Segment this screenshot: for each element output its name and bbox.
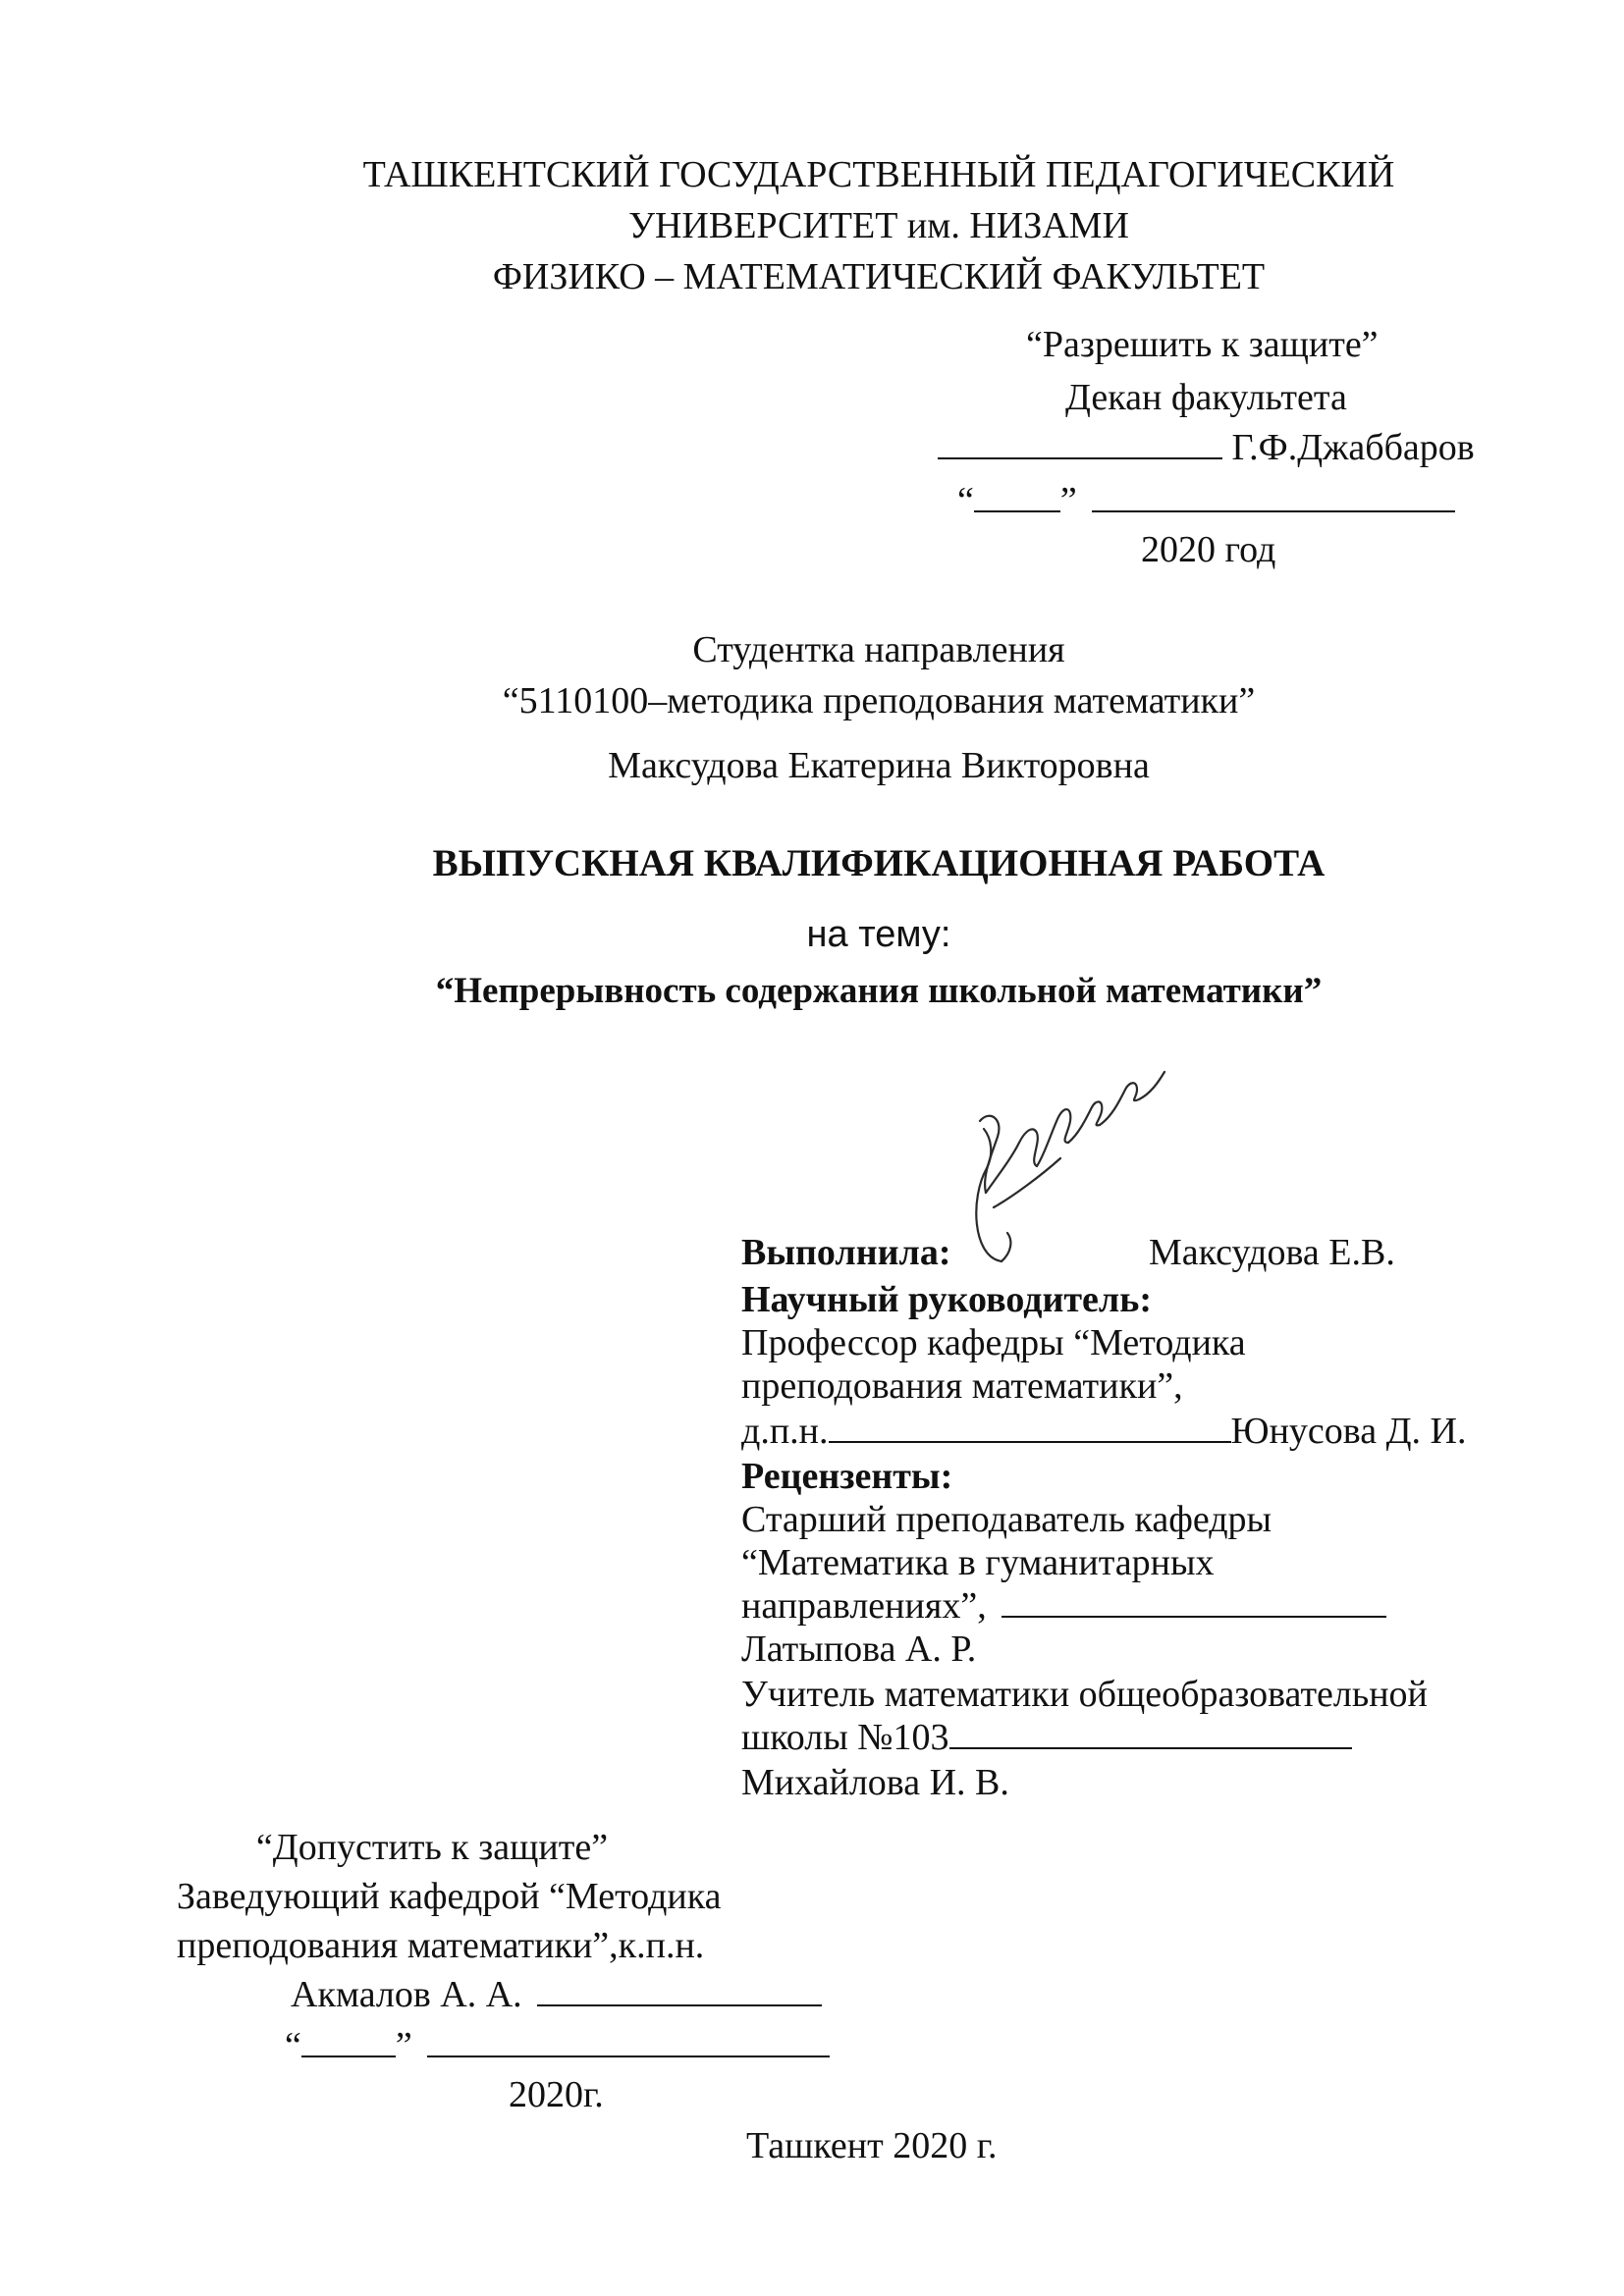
dean-signature-blank [938, 428, 1222, 459]
admission-date-line [285, 2020, 830, 2071]
student-direction-label: Студентка направления [692, 629, 1065, 670]
reviewers-label: Рецензенты: [741, 1456, 953, 1497]
university-name-line2: УНИВЕРСИТЕТ им. НИЗАМИ [628, 205, 1129, 246]
advisor-signature-blank [829, 1412, 1231, 1443]
approval-date-line [957, 475, 1455, 526]
advisor-label: Научный руководитель: [741, 1279, 1152, 1320]
admission-date-open-quote: “ [285, 2025, 301, 2066]
performed-name: Максудова Е.В. [1149, 1232, 1395, 1273]
admission-heading: “Допустить к защите” [255, 1827, 609, 1868]
work-title: ВЫПУСКНАЯ КВАЛИФИКАЦИОННАЯ РАБОТА [432, 842, 1326, 884]
performed-label: Выполнила: [741, 1232, 951, 1273]
reviewer2-signature-line [741, 1712, 1352, 1763]
reviewer2-name: Михайлова И. В. [741, 1762, 1009, 1803]
date-open-quote: “ [957, 480, 974, 521]
advisor-signature-line [741, 1406, 1466, 1457]
reviewer1-position-line2: “Математика в гуманитарных [741, 1542, 1215, 1583]
reviewer1-name: Латыпова А. Р. [741, 1629, 977, 1670]
dean-name: Г.Ф.Джаббаров [1231, 427, 1475, 468]
student-signature [943, 1060, 1168, 1276]
admission-day-blank [301, 2026, 396, 2057]
reviewer2-position-line2: школы №103 [741, 1717, 949, 1758]
university-name-line1: ТАШКЕНТСКИЙ ГОСУДАРСТВЕННЫЙ ПЕДАГОГИЧЕСКИЙ [362, 154, 1395, 195]
admission-year: 2020г. [509, 2074, 604, 2115]
student-name: Максудова Екатерина Викторовна [608, 745, 1150, 786]
reviewer1-signature-blank [1001, 1586, 1386, 1618]
reviewer2-signature-blank [949, 1718, 1352, 1749]
approval-year: 2020 год [1141, 529, 1276, 570]
admission-month-blank [427, 2026, 830, 2057]
department-head-signature-blank [537, 1975, 822, 2006]
advisor-degree: д.п.н. [741, 1411, 829, 1452]
department-head-signature-line [291, 1969, 822, 2020]
reviewer1-position-line1: Старший преподаватель кафедры [741, 1499, 1272, 1540]
department-head-name: Акмалов А. А. [291, 1974, 522, 2015]
department-head-title-line1: Заведующий кафедрой “Методика [177, 1876, 722, 1917]
advisor-name: Юнусова Д. И. [1230, 1411, 1467, 1452]
approval-heading: “Разрешить к защите” [1026, 324, 1379, 365]
faculty-name: ФИЗИКО – МАТЕМАТИЧЕСКИЙ ФАКУЛЬТЕТ [492, 256, 1266, 297]
advisor-position-line1: Профессор кафедры “Методика [741, 1322, 1246, 1363]
date-close-quote: ” [1059, 480, 1077, 521]
student-direction: “5110100–методика преподования математики” [502, 680, 1256, 721]
dean-title: Декан факультета [1065, 377, 1347, 418]
work-topic: “Непрерывность содержания школьной математики” [435, 971, 1323, 1011]
admission-date-close-quote: ” [395, 2025, 412, 2066]
reviewer2-position-line1: Учитель математики общеобразовательной [741, 1674, 1428, 1715]
reviewer1-position-line3: направлениях”, [741, 1585, 987, 1627]
work-subtitle: на тему: [806, 914, 951, 955]
performed-line [741, 1227, 951, 1278]
place-and-year: Ташкент 2020 г. [746, 2125, 998, 2166]
dean-signature-line [938, 422, 1475, 473]
day-blank [974, 481, 1060, 512]
department-head-title-line2: преподования математики”,к.п.н. [177, 1925, 705, 1966]
advisor-position-line2: преподования математики”, [741, 1365, 1183, 1407]
month-blank [1092, 481, 1455, 512]
